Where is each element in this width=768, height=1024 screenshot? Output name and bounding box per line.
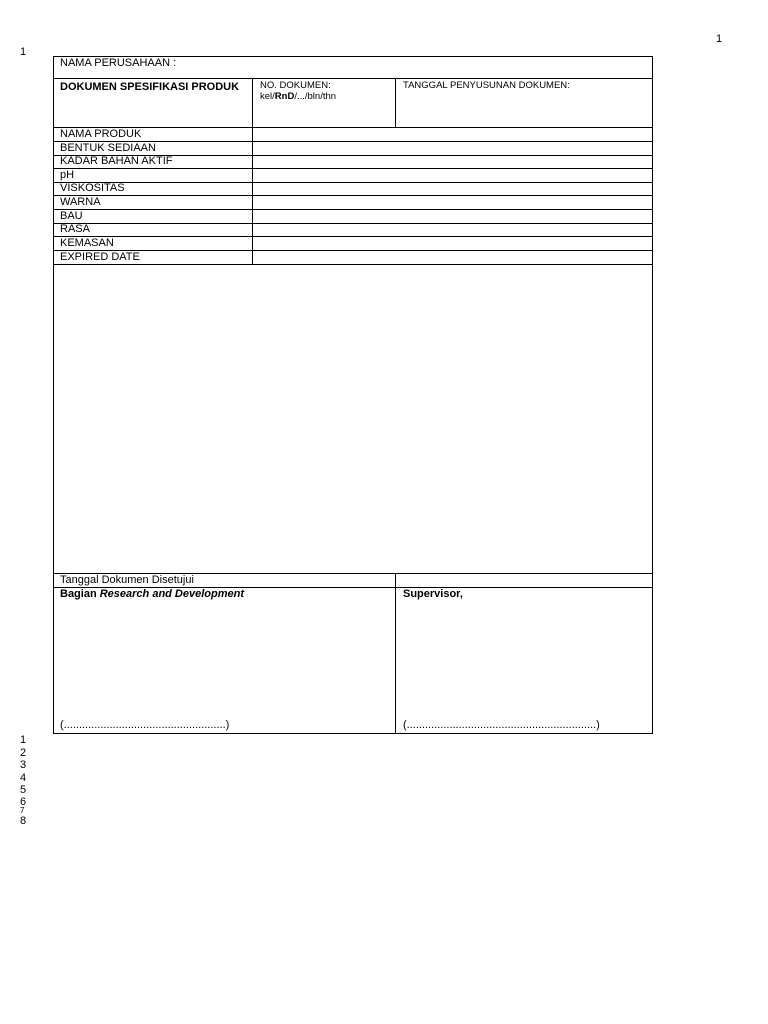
spec-row-label: VISKOSITAS <box>60 182 125 194</box>
company-name-label: NAMA PERUSAHAAN : <box>60 57 177 69</box>
document-number-value <box>260 91 336 103</box>
approved-date-label: Tanggal Dokumen Disetujui <box>60 574 194 586</box>
spec-row-label: EXPIRED DATE <box>60 251 140 263</box>
line-number: 2 <box>20 747 27 759</box>
compile-date-label: TANGGAL PENYUSUNAN DOKUMEN: <box>403 80 570 91</box>
rnd-label-part: Bagian <box>60 588 100 600</box>
line-number: 5 <box>20 784 27 796</box>
line-number: 4 <box>20 772 27 784</box>
spec-row-label: NAMA PRODUK <box>60 128 142 140</box>
spec-row-label: pH <box>60 169 75 181</box>
spec-row-label: KADAR BAHAN AKTIF <box>60 155 173 167</box>
spec-row-label: BENTUK SEDIAAN <box>60 142 156 154</box>
rnd-label-part: Research and Development <box>99 588 245 600</box>
spec-row-label: RASA <box>60 223 90 235</box>
line-number: 7 <box>20 806 25 815</box>
signature-line-supervisor: (..............................................................) <box>403 719 600 731</box>
signature-line-rnd: (.....................................................) <box>60 719 230 731</box>
rnd-department-label <box>60 588 244 601</box>
spec-row-label: BAU <box>60 210 83 222</box>
page-number: 1 <box>716 33 723 45</box>
spec-row-label: KEMASAN <box>60 237 114 249</box>
line-number: 6 <box>20 796 27 808</box>
document-title: DOKUMEN SPESIFIKASI PRODUK <box>60 81 240 93</box>
line-number: 3 <box>20 759 27 771</box>
document-number-part: RnD <box>274 91 295 102</box>
spec-row-label: WARNA <box>60 196 101 208</box>
document-number-label: NO. DOKUMEN: <box>260 80 331 91</box>
document-number-part: kel/ <box>260 91 275 102</box>
document-number-part: /.../bln/thn <box>294 91 337 102</box>
line-number: 1 <box>20 46 27 58</box>
supervisor-label: Supervisor, <box>403 588 463 600</box>
line-number: 8 <box>20 815 27 827</box>
line-number: 1 <box>20 734 27 746</box>
